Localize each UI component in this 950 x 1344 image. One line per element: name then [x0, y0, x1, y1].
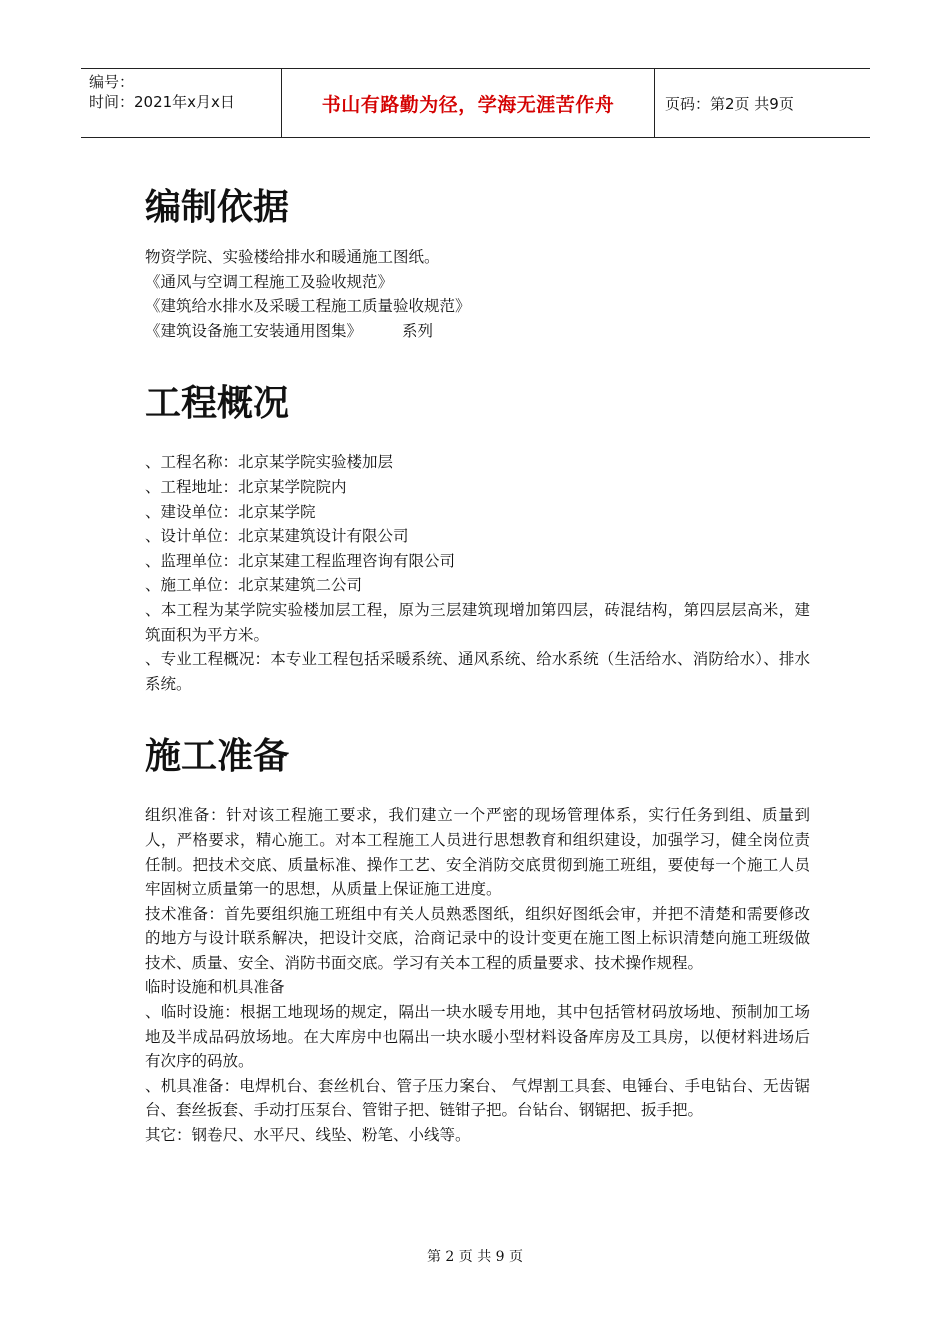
list-item: 、监理单位：北京某建工程监理咨询有限公司 [145, 551, 456, 570]
list-item: 、专业工程概况：本专业工程包括采暖系统、通风系统、给水系统（生活给水、消防给水）、排水系统。 [145, 650, 810, 693]
list-item: 、施工单位：北京某建筑二公司 [145, 576, 363, 595]
page-info: 页码：第2页 共9页 [665, 94, 794, 113]
paragraph: 技术准备：首先要组织施工班组中有关人员熟悉图纸，组织好图纸会审，并把不清楚和需要修改的地方与设计联系解决，把设计交底，洽商记录中的设计变更在施工图上标识清楚向施工班级做技术、质量、安全、消防书面交底。学习有关本工程的质量要求、技术操作规程。 [145, 904, 810, 972]
section-heading-basis: 编制依据 [145, 187, 290, 228]
paragraph: 其它：钢卷尺、水平尺、线坠、粉笔、小线等。 [145, 1126, 471, 1145]
section-heading-preparation: 施工准备 [145, 736, 290, 778]
paragraph: 物资学院、实验楼给排水和暖通施工图纸。 [145, 248, 440, 266]
number-label: 编号： [89, 73, 135, 91]
list-item: 、工程名称：北京某学院实验楼加层 [145, 453, 394, 472]
section-heading-overview: 工程概况 [145, 383, 290, 425]
page-header [81, 68, 870, 138]
list-item: 、工程地址：北京某学院院内 [145, 477, 347, 496]
time-label: 时间：2021年x月x日 [89, 93, 235, 111]
list-item: 、本工程为某学院实验楼加层工程，原为三层建筑现增加第四层，砖混结构，第四层层高米，建筑面积为平方米。 [145, 600, 810, 644]
paragraph: 《通风与空调工程施工及验收规范》 [145, 272, 394, 291]
series-item: 《建筑设备施工安装通用图集》 [145, 321, 363, 340]
paragraph: 临时设施和机具准备 [145, 978, 285, 997]
header-meta-cell [81, 69, 282, 137]
series-suffix: 系列 [402, 321, 434, 340]
list-item: 、建设单位：北京某学院 [145, 502, 316, 521]
paragraph: 、机具准备：电焊机台、套丝机台、管子压力案台、 气焊割工具套、电锤台、手电钻台、无齿锯台、套丝扳套、手动打压泵台、管钳子把、链钳子把。台钻台、钢锯把、扳手把。 [145, 1076, 810, 1120]
paragraph: 组织准备：针对该工程施工要求，我们建立一个严密的现场管理体系，实行任务到组、质量到人，严格要求，精心施工。对本工程施工人员进行思想教育和组织建设，加强学习，健全岗位责任制。把技术交底、质量标准、操作工艺、安全消防交底贯彻到施工班组，要使每一个施工人员牢固树立质量第一的思想，从质量上保证施工进度。 [145, 806, 810, 899]
paragraph: 、临时设施：根据工地现场的规定，隔出一块水暖专用地，其中包括管材码放场地、预制加工场地及半成品码放场地。在大库房中也隔出一块水暖小型材料设备库房及工具房，以便材料进场后有次序的码放。 [145, 1003, 810, 1071]
paragraph: 《建筑给水排水及采暖工程施工质量验收规范》 [145, 297, 471, 316]
list-item: 、设计单位：北京某建筑设计有限公司 [145, 527, 409, 546]
motto-text: 书山有路勤为径，学海无涯苦作舟 [321, 93, 615, 116]
header-page-cell [655, 69, 870, 137]
page-footer: 第 2 页 共 9 页 [426, 1249, 524, 1265]
paragraph-series [145, 319, 810, 344]
header-motto-cell [282, 69, 655, 137]
document-body [145, 183, 810, 1148]
